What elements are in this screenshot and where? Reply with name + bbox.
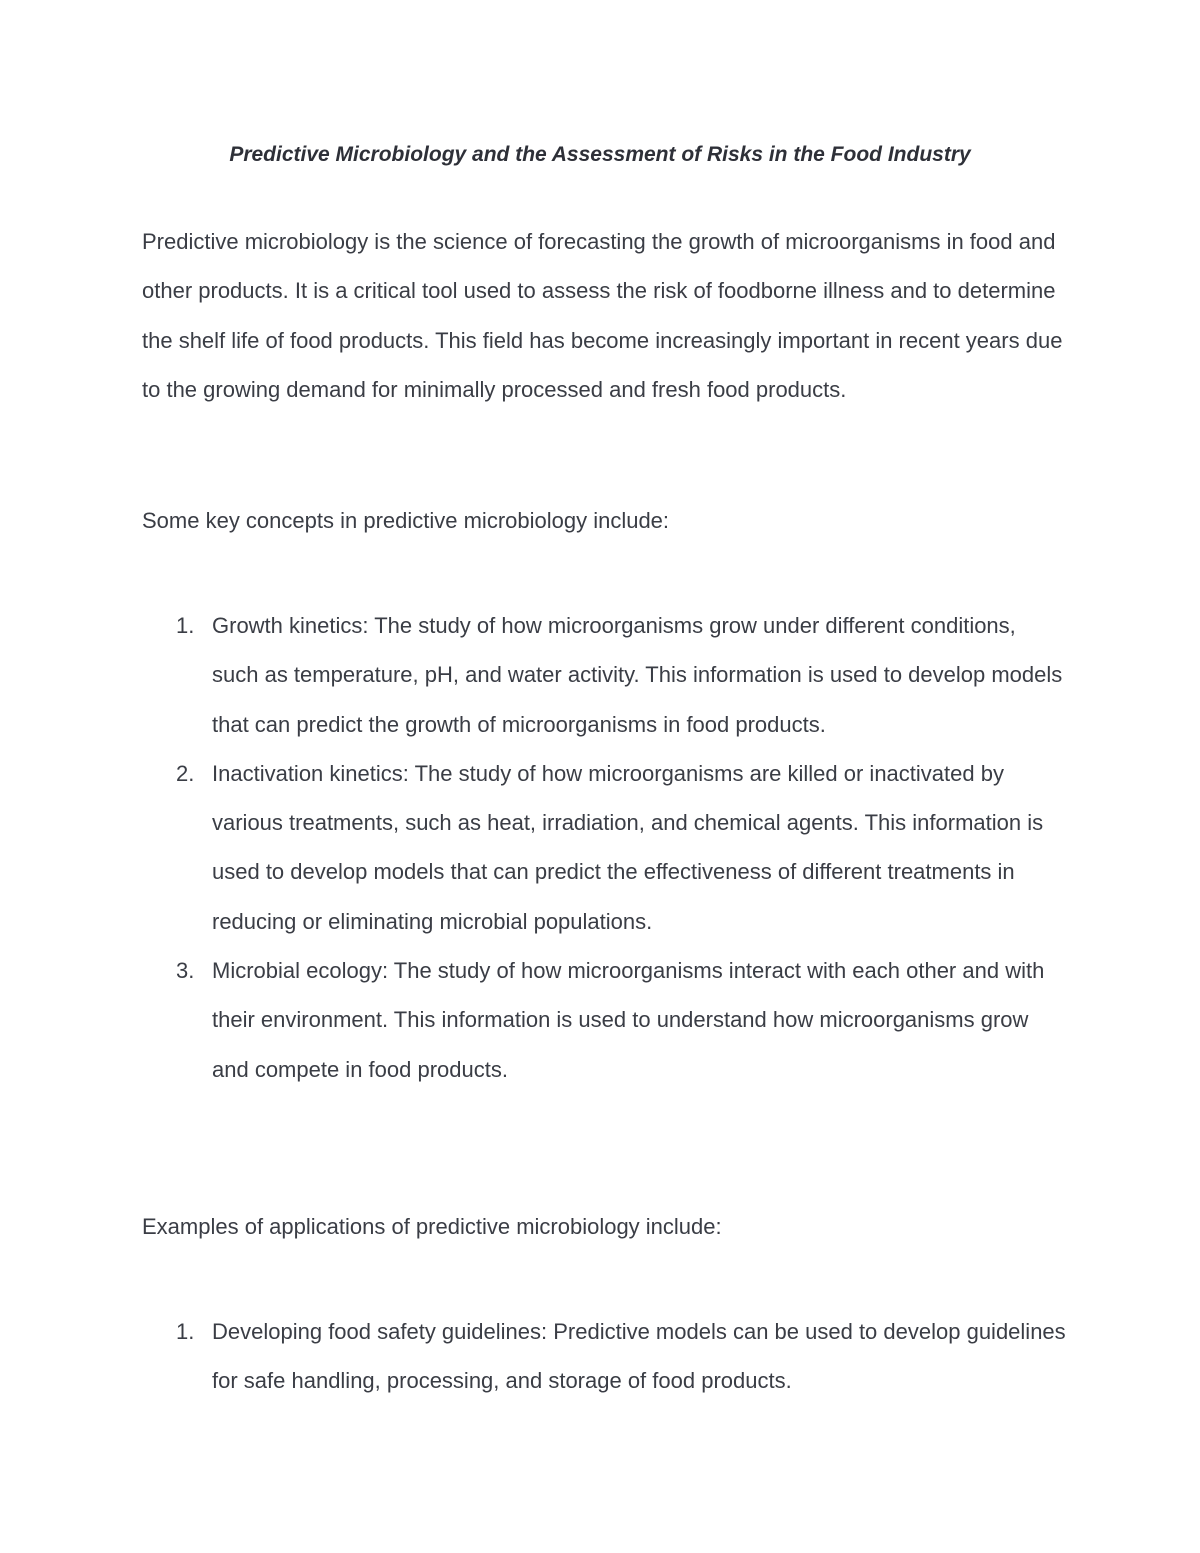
list-item xyxy=(142,1307,1067,1406)
list-item xyxy=(142,601,1067,749)
concepts-lead: Some key concepts in predictive microbiology include: xyxy=(142,508,670,533)
list-item-number: 1. xyxy=(176,1319,195,1344)
list-item-text: Growth kinetics: The study of how microorganisms grow under different conditions, such as temperature, pH, and water activity. This information is used to develop models that can predict the growth of microorganisms in food products. xyxy=(212,613,1063,737)
list-item-text: Developing food safety guidelines: Predictive models can be used to develop guidelines for safe handling, processing, and storage of food products. xyxy=(212,1319,1066,1394)
list-item-number: 2. xyxy=(176,760,195,786)
list-item-number: 1. xyxy=(176,613,195,638)
applications-list xyxy=(142,1307,1067,1406)
document-title: Predictive Microbiology and the Assessment of Risks in the Food Industry xyxy=(229,143,971,166)
list-item-number: 3. xyxy=(176,958,195,984)
list-item-text: Inactivation kinetics: The study of how microorganisms are killed or inactivated by various treatments, such as heat, irradiation, and chemical agents. This information is used to develop models that can predict the effectiveness of different treatments in reducing or eliminating microbial populations. xyxy=(212,760,1044,934)
list-item xyxy=(142,749,1067,946)
list-item-text: Microbial ecology: The study of how microorganisms interact with each other and with their environment. This information is used to understand how microorganisms grow and compete in food products. xyxy=(212,958,1045,1082)
list-item xyxy=(142,946,1067,1094)
applications-lead: Examples of applications of predictive microbiology include: xyxy=(142,1214,722,1239)
concepts-list xyxy=(142,601,1067,1094)
intro-paragraph: Predictive microbiology is the science of forecasting the growth of microorganisms in food and other products. It is a critical tool used to assess the risk of foodborne illness and to determine the shelf life of food products. This field has become increasingly important in recent years due to the growing demand for minimally processed and fresh food products. xyxy=(142,229,1063,402)
